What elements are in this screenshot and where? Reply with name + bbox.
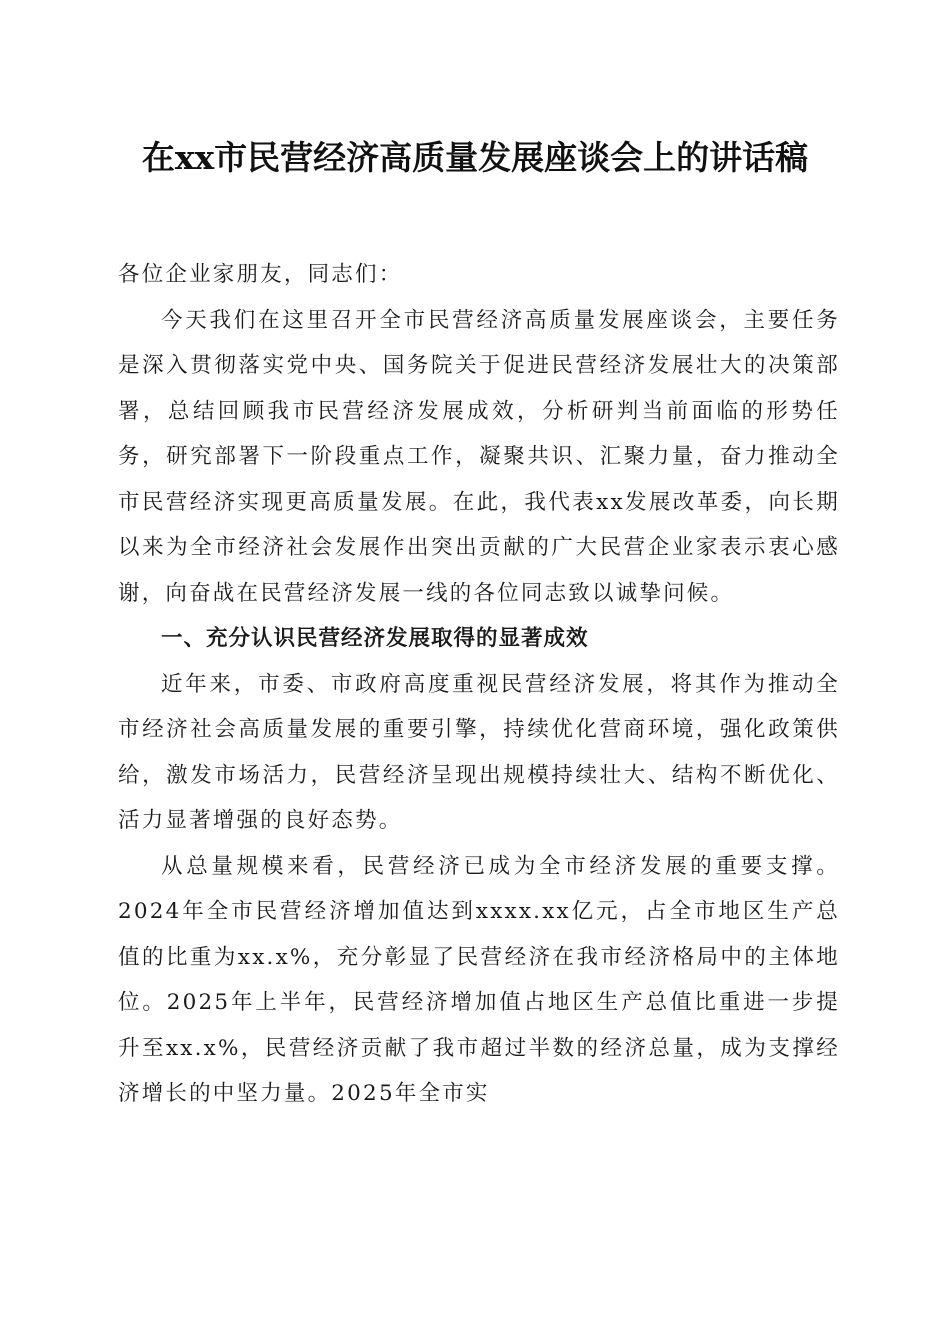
document-body (118, 252, 840, 1117)
paragraph-overview: 近年来，市委、市政府高度重视民营经济发展，将其作为推动全市经济社会高质量发展的重要引擎，持续优化营商环境，强化政策供给，激发市场活力，民营经济呈现出规模持续壮大、结构不断优化、活力显著增强的良好态势。 (118, 671, 840, 833)
section-heading: 一、充分认识民营经济发展取得的显著成效 (161, 626, 589, 651)
paragraph-scale: 从总量规模来看，民营经济已成为全市经济发展的重要支撑。2024年全市民营经济增加值达到xxxx.xx亿元，占全市地区生产总值的比重为xx.x%，充分彰显了民营经济在我市经济格局中的主体地位。2025年上半年，民营经济增加值占地区生产总值比重进一步提升至xx.x%，民营经济贡献了我市超过半数的经济总量，成为支撑经济增长的中坚力量。2025年全市实 (118, 853, 840, 1106)
paragraph-intro: 今天我们在这里召开全市民营经济高质量发展座谈会，主要任务是深入贯彻落实党中央、国务院关于促进民营经济发展壮大的决策部署，总结回顾我市民营经济发展成效，分析研判当前面临的形势任务，研究部署下一阶段重点工作，凝聚共识、汇聚力量，奋力推动全市民营经济实现更高质量发展。在此，我代表xx发展改革委，向长期以来为全市经济社会发展作出突出贡献的广大民营企业家表示衷心感谢，向奋战在民营经济发展一线的各位同志致以诚挚问候。 (118, 307, 840, 606)
document-title: 在xx市民营经济高质量发展座谈会上的讲话稿 (141, 138, 809, 177)
salutation: 各位企业家朋友，同志们： (118, 262, 403, 287)
